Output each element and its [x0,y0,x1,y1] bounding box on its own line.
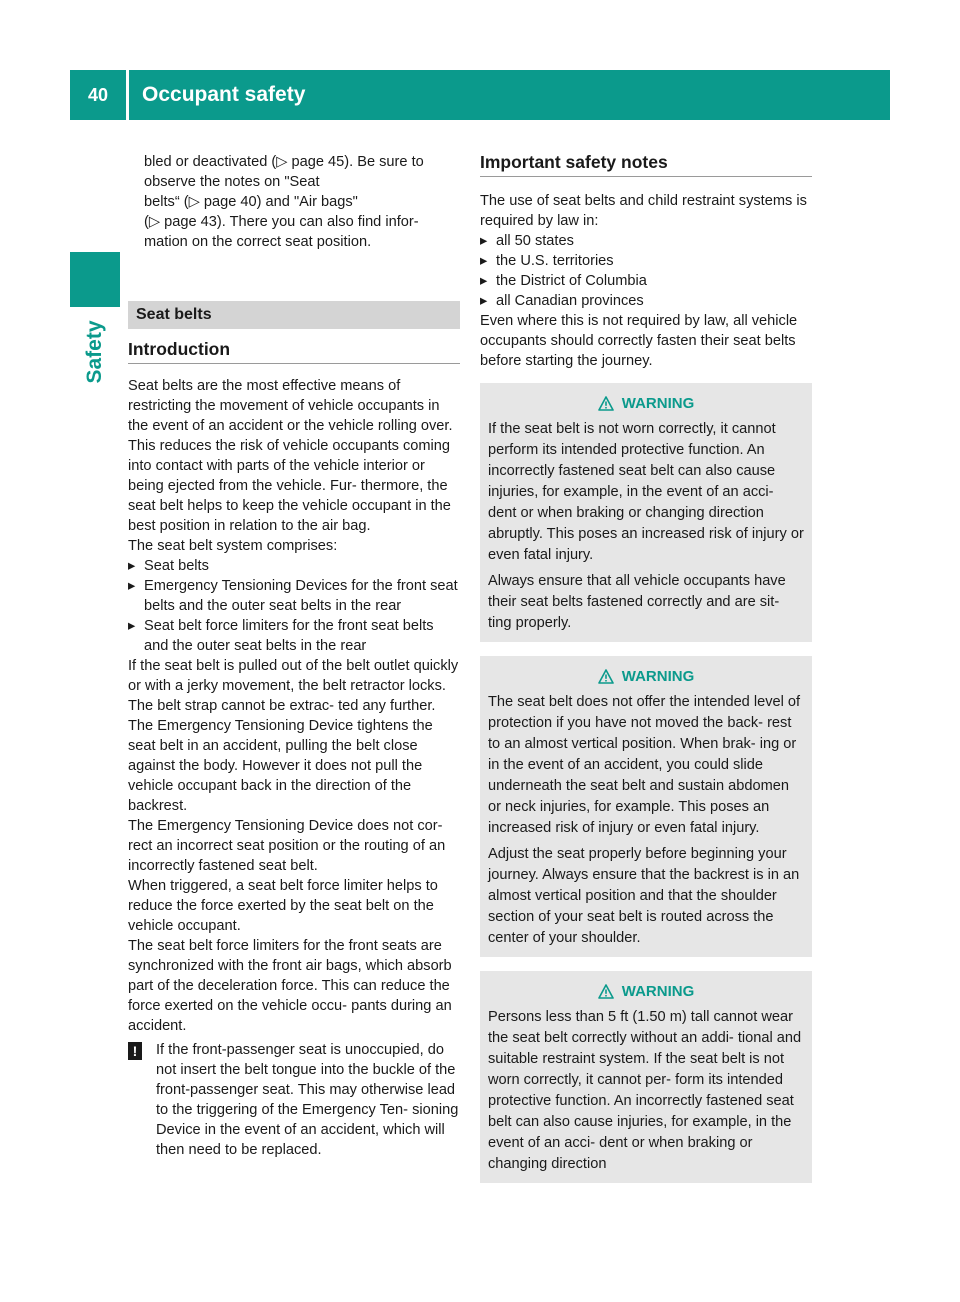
paragraph: The Emergency Tensioning Device tightens the seat belt in an accident, pulling the belt close against the body. However it does not pull the vehicle occupant back in the direction of the backrest. [128,718,433,814]
warning-title: WARNING [621,983,695,1000]
bullet-list [128,556,460,656]
paragraph: The seat belt force limiters for the front seats are synchronized with the front air bags, which absorb part of the deceleration force. This can reduce the force exerted on the vehicle occu- pants during an accident. [128,938,452,1034]
paragraph: The use of seat belts and child restraint systems is required by law in: [480,193,807,229]
heading-important-safety-notes: Important safety notes [480,152,812,177]
intro-line: (▷ page 43). There you can also find infor- [144,214,419,230]
header-divider [126,70,129,120]
intro-line: belts“ (▷ page 40) and "Air bags" [144,194,358,210]
warning-paragraph: Persons less than 5 ft (1.50 m) tall cannot wear the seat belt correctly without an addi- tional and suitable restraint system. If the seat belt is not worn correctly, it cannot per- form its intended protective function. An incorrectly fastened seat belt can also cause injuries, for example, in the event of an acci- dent or when braking or changing direction [488,1009,802,1172]
intro-line: observe the notes on "Seat [144,174,320,190]
list-item: ▸ Seat belt force limiters for the front seat belts and the outer seat belts in the rear [128,616,460,656]
page-title: Occupant safety [142,83,306,106]
warning-box [480,383,812,642]
paragraph: The seat belt system comprises: [128,538,338,554]
right-column [480,152,812,1183]
paragraph: The Emergency Tensioning Device does not cor- rect an incorrect seat position or the routing of an incorrectly fastened seat belt. [128,818,446,874]
warning-triangle-icon [598,984,614,999]
intro-line: mation on the correct seat position. [144,234,372,250]
intro-paragraph [128,152,460,252]
paragraph: Seat belts are the most effective means of restricting the movement of vehicle occupants in the event of an accident or the vehicle rolling over. This reduces the risk of vehicle occupants coming into contact with parts of the vehicle interior or being ejected from the vehicle. Fur- thermore, the seat belt helps to keep the vehicle occupant in the best position in relation to the air bag. [128,378,453,534]
caution-text: If the front-passenger seat is unoccupied, do not insert the belt tongue into the buckle of the front-passenger seat. This may otherwise lead to the triggering of the Emergency Ten- sioning Device in the event of an accident, which will then need to be replaced. [156,1042,459,1158]
warning-paragraph: The seat belt does not offer the intended level of protection if you have not moved the back- rest to an almost vertical position. When brak- ing or in the event of an accident, you could slide underneath the seat belt and sustain abdomen or neck injuries, for example. This poses an increased risk of injury or even fatal injury. [488,694,801,836]
list-item: ▸ the District of Columbia [480,271,812,291]
list-item: ▸ Emergency Tensioning Devices for the front seat belts and the outer seat belts in the rear [128,576,460,616]
left-column [128,152,460,1160]
warning-box [480,656,812,957]
warning-paragraph: Adjust the seat properly before beginning your journey. Always ensure that the backrest is in an almost vertical position and that the shoulder section of your seat belt is routed across the center of your shoulder. [488,846,800,946]
page-number: 40 [87,84,109,105]
sidebar-tab-marker [70,252,120,307]
exclamation-icon: ! [128,1042,142,1060]
list-item: ▸ all Canadian provinces [480,291,812,311]
list-item: ▸ all 50 states [480,231,812,251]
section-title-seat-belts: Seat belts [128,301,460,329]
warning-triangle-icon [598,669,614,684]
warning-title: WARNING [621,395,695,412]
warning-paragraph: If the seat belt is not worn correctly, it cannot perform its intended protective function. An incorrectly fastened seat belt can also cause injuries, for example, in the event of an acci- dent or when braking or changing direction abruptly. This poses an increased risk of injury or even fatal injury. [488,421,804,563]
warning-box [480,971,812,1183]
paragraph: When triggered, a seat belt force limiter helps to reduce the force exerted by the seat belt on the vehicle occupant. [128,878,438,934]
warning-title: WARNING [621,668,695,685]
warning-triangle-icon [598,396,614,411]
paragraph: If the seat belt is pulled out of the belt outlet quickly or with a jerky movement, the belt retractor locks. The belt strap cannot be extrac- ted any further. [128,658,459,714]
subsection-title-introduction: Introduction [128,329,460,364]
paragraph: Even where this is not required by law, all vehicle occupants should correctly fasten their seat belts before starting the journey. [480,313,798,369]
caution-note [128,1040,460,1160]
warning-header [488,981,804,1002]
bullet-list [480,231,812,311]
list-item: ▸ Seat belts [128,556,460,576]
sidebar-section-label: Safety [83,320,106,384]
intro-line: bled or deactivated (▷ page 45). Be sure to [144,154,424,170]
warning-header [488,666,804,687]
warning-paragraph: Always ensure that all vehicle occupants have their seat belts fastened correctly and are sit- ting properly. [488,573,786,631]
warning-header [488,393,804,414]
list-item: ▸ the U.S. territories [480,251,812,271]
